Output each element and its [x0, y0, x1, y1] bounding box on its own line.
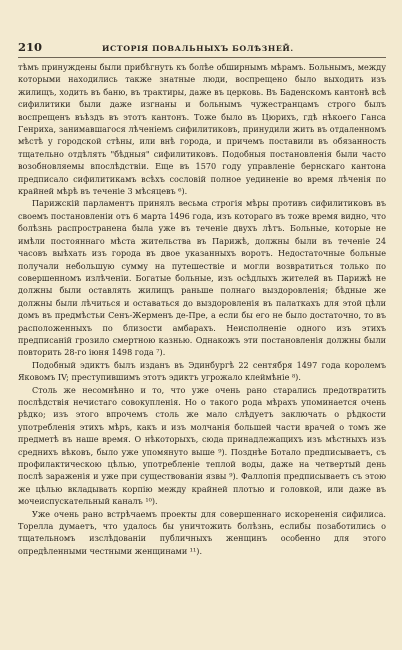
body-text [18, 61, 386, 557]
paragraph-5: Уже очень рано встрѣчаемъ проекты для совершеннаго искорененія сифилиса. Торелла думаетъ, что удалось бы уничтожить болѣзнь, еслибы позаботились о тщательномъ изслѣдованіи публичныхъ женщинъ особенно для этого опредѣленными честными женщинами ¹¹). [18, 508, 386, 556]
running-title: ИСТОРІЯ ПОВАЛЬНЫХЪ БОЛѢЗНЕЙ. [102, 44, 294, 53]
paragraph-4: Столь же несомнѣнно и то, что уже очень рано старались предотвратить послѣдствія нечистаго совокупленія. Но о такого рода мѣрахъ упоминается очень рѣдко; изъ этого впрочемъ столь же мало слѣдуетъ заключать о рѣдкости употребленія этихъ мѣръ, какъ и изъ молчанія большей части врачей о томъ же предметѣ въ наше время. О нѣкоторыхъ, сюда принадлежащихъ изъ мѣстныхъ изъ среднихъ вѣковъ, было уже упомянуто выше ⁹). Позднѣе Ботало предписываетъ, съ профилактическою цѣлью, употребленіе теплой воды, даже на четвертый день послѣ зараженія и уже при существованіи язвы ⁹). Фаллопія предписываетъ съ этою же цѣлью вкладывать корпію между крайней плотью и головкой, или даже въ мочеиспускательный каналъ ¹⁰). [18, 384, 386, 507]
paragraph-2: Парижскій парламентъ принялъ весьма строгія мѣры противъ сифилитиковъ въ своемъ постановленіи отъ 6 марта 1496 года, изъ котораго въ тоже время видно, что болѣзнь распространена была уже въ теченіе двухъ лѣтъ. Больные, которые не имѣли постояннаго мѣста жительства въ Парижѣ, должны были въ теченіе 24 часовъ выѣхать изъ города въ двое указанныхъ воротъ. Недостаточные больные получали небольшую сумму на путешествіе и могли возвратиться только по совершенномъ излѣченіи. Богатые больные, изъ осѣдлыхъ жителей въ Парижѣ не должны были оставлять жилищъ раньше полнаго выздоровленія; бѣдные же должны были лѣчиться и оставаться до выздоровленія въ палаткахъ для этой цѣли домъ въ предмѣстьи Сенъ-Жерменъ де-Пре, а если бы его не было достаточно, то въ расположенныхъ по близости амбарахъ. Неисполненіе одного изъ этихъ предписаній грозило смертною казнью. Однакожъ эти постановленія должны были повторить 28-го іюня 1498 года ⁷). [18, 198, 386, 358]
page-number: 210 [18, 40, 43, 54]
paragraph-3: Подобный эдиктъ былъ изданъ въ Эдинбургѣ 22 сентября 1497 года королемъ Яковомъ IV; преступившимъ этотъ эдиктъ угрожало клеймѣніе ⁸). [18, 359, 386, 383]
paragraph-1: тѣмъ принуждены были прибѣгнуть къ болѣе обширнымъ мѣрамъ. Больнымъ, между которыми находились также знатные люди, воспрещено было выходить изъ жилищъ, ходить въ баню, въ трактиры, даже въ церковь. Въ Баденскомъ кантонѣ всѣ сифилитики были даже изгнаны и больнымъ чужестранцамъ строго былъ воспрещенъ въѣздъ въ этотъ кантонъ. Тоже было въ Цюрихъ, гдѣ нѣкоего Ганса Генриха, занимавшагося лѣченіемъ сифилитиковъ, принудили жить въ отдаленномъ мѣстѣ у городской стѣны, или внѣ города, и причемъ поставили въ обязанность тщательно отдѣлять "бѣдныя" сифилитиковъ. Подобныя постановленія были часто возобновляемы впослѣдствіи. Еще въ 1570 году управленіе бернскаго кантона предписало сифилитикамъ всѣхъ сословій полное уединеніе во время лѣченія по крайней мѣрѣ въ теченіе 3 мѣсяцевъ ⁶). [18, 62, 386, 197]
running-head [18, 40, 386, 54]
header-rule [18, 57, 386, 58]
